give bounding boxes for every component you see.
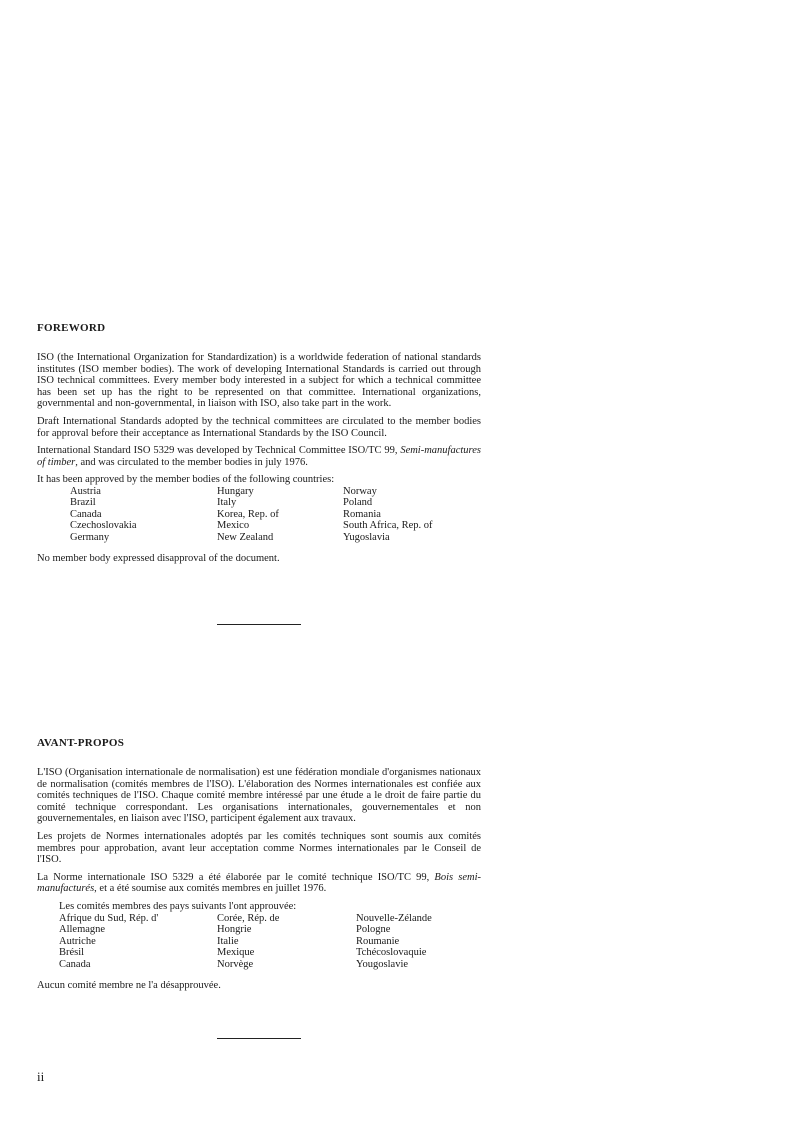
country-item: Yugoslavia: [343, 531, 390, 543]
foreword-paragraph-2: Draft International Standards adopted by the technical committees are circulated to the member bodies for approval before their acceptance as International Standards by the ISO Council.: [37, 415, 481, 439]
country-item: Tchécoslovaquie: [356, 947, 427, 959]
avant-propos-p3-text-start: La Norme internationale ISO 5329 a été élaborée par le comité technique ISO/TC 99,: [37, 871, 435, 883]
country-item: Yougoslavie: [356, 958, 409, 970]
country-item: Canada: [59, 958, 91, 970]
avant-propos-title: AVANT-PROPOS: [37, 737, 125, 749]
avant-propos-end-rule: [217, 1038, 301, 1039]
country-item: Italie: [217, 935, 239, 947]
foreword-paragraph-5: No member body expressed disapproval of the document.: [37, 553, 280, 565]
country-item: Canada: [70, 508, 102, 520]
country-item: Pologne: [356, 924, 391, 936]
country-item: Allemagne: [59, 924, 106, 936]
foreword-p3-committee-title: Semi-manufactures of timber: [37, 445, 481, 468]
page-number: ii: [37, 1069, 45, 1084]
country-item: Poland: [343, 497, 373, 509]
avant-propos-paragraph-4: Les comités membres des pays suivants l'ont approuvée:: [59, 900, 297, 912]
country-item: Afrique du Sud, Rép. d': [59, 912, 159, 924]
country-item: Germany: [70, 531, 110, 543]
country-item: Hongrie: [217, 924, 252, 936]
country-item: New Zealand: [217, 531, 274, 543]
country-item: Roumanie: [356, 935, 400, 947]
avant-propos-section: [37, 737, 481, 992]
country-item: Norvège: [217, 958, 254, 970]
country-item: Italy: [217, 497, 237, 509]
country-item: Autriche: [59, 935, 96, 947]
foreword-paragraph-4: It has been approved by the member bodies of the following countries:: [37, 474, 335, 486]
foreword-title: FOREWORD: [37, 322, 106, 334]
foreword-end-rule: [217, 624, 301, 625]
avant-propos-paragraph-3: [37, 872, 481, 895]
country-item: Nouvelle-Zélande: [356, 912, 432, 924]
foreword-country-list: [70, 486, 481, 544]
country-item: Brésil: [59, 947, 85, 959]
country-item: Brazil: [70, 497, 96, 509]
foreword-p3-text-start: International Standard ISO 5329 was developed by Technical Committee ISO/TC 99,: [37, 445, 401, 457]
country-item: Mexico: [217, 520, 250, 532]
country-item: Korea, Rep. of: [217, 508, 279, 520]
avant-propos-paragraph-5: Aucun comité membre ne l'a désapprouvée.: [37, 980, 221, 992]
country-item: Mexique: [217, 947, 255, 959]
country-item: Austria: [70, 485, 101, 497]
avant-propos-country-list: [59, 913, 481, 971]
avant-propos-p3-committee-title: Bois semi-manufacturés: [37, 871, 481, 895]
foreword-p3-text-end: , and was circulated to the member bodies in july 1976.: [75, 456, 308, 468]
country-item: South Africa, Rep. of: [343, 520, 433, 532]
country-item: Corée, Rép. de: [217, 912, 280, 924]
country-item: Hungary: [217, 485, 254, 497]
avant-propos-paragraph-1: L'ISO (Organisation internationale de normalisation) est une fédération mondiale d'organismes nationaux de normalisation (comités membres de l'ISO). L'élaboration des Normes internationales est confiée aux comités techniques de l'ISO. Chaque comité membre intéressé par une étude a le droit de faire partie du comité technique correspondant. Les organisations internationales, gouvernementales et non gouvernementales, en liaison avec l'ISO, participent également aux travaux.: [37, 767, 481, 825]
foreword-paragraph-1: ISO (the International Organization for Standardization) is a worldwide federation of national standards institutes (ISO member bodies). The work of developing International Standards is carried out through ISO technical committees. Every member body interested in a subject for which a technical committee has been set up has the right to be represented on that committee. International organizations, governmental and non-governmental, in liaison with ISO, also take part in the work.: [37, 352, 481, 410]
foreword-section: [37, 322, 481, 565]
country-item: Czechoslovakia: [70, 520, 137, 532]
country-item: Norway: [343, 485, 377, 497]
avant-propos-p3-text-end: , et a été soumise aux comités membres en juillet 1976.: [94, 883, 327, 895]
foreword-paragraph-3: [37, 445, 481, 468]
avant-propos-paragraph-2: Les projets de Normes internationales adoptés par les comités techniques sont soumis aux comités membres pour approbation, avant leur acceptation comme Normes internationales par le Conseil de l'ISO.: [37, 830, 481, 866]
country-item: Romania: [343, 508, 381, 520]
